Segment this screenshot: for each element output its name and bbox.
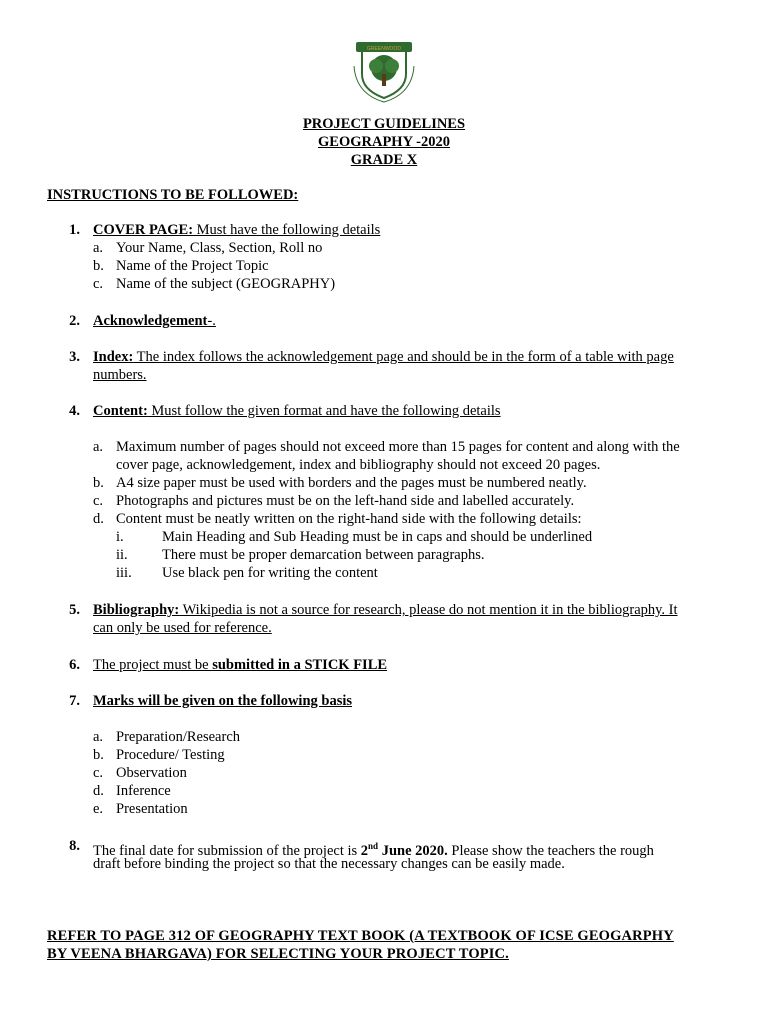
grade-title: GRADE X bbox=[350, 152, 418, 168]
list-item: Preparation/Research bbox=[116, 729, 241, 745]
list-item: Content must be neatly written on the right-hand side with the following details: bbox=[116, 511, 582, 527]
final-date-text: The final date for submission of the project is bbox=[93, 842, 361, 859]
acknowledgement-text: -. bbox=[207, 313, 216, 329]
item-number: 2. bbox=[69, 313, 80, 329]
final-date-text2: Please show the teachers the rough bbox=[447, 842, 654, 859]
index-text-line2: numbers. bbox=[93, 367, 147, 383]
item-number: 3. bbox=[69, 349, 80, 365]
list-item: Presentation bbox=[116, 801, 188, 817]
svg-text:GREENWOOD: GREENWOOD bbox=[367, 46, 401, 52]
item-number: 1. bbox=[69, 222, 80, 238]
list-marker: a. bbox=[93, 240, 104, 256]
list-marker: d. bbox=[93, 511, 104, 527]
item-number: 6. bbox=[69, 657, 80, 673]
content-item bbox=[93, 402, 501, 420]
bibliography-label: Bibliography: bbox=[93, 602, 180, 618]
stick-file-text: The project must be bbox=[93, 657, 213, 673]
school-logo bbox=[348, 36, 420, 104]
list-item: Observation bbox=[116, 765, 187, 781]
list-item: A4 size paper must be used with borders and the pages must be numbered neatly. bbox=[116, 475, 587, 491]
list-marker: d. bbox=[93, 783, 104, 799]
acknowledgement-item bbox=[93, 312, 216, 330]
roman-marker: i. bbox=[116, 529, 124, 545]
list-marker: b. bbox=[93, 747, 104, 763]
bibliography-text-line2: can only be used for reference. bbox=[93, 620, 272, 636]
roman-item: There must be proper demarcation between paragraphs. bbox=[162, 547, 485, 563]
list-item: Name of the subject (GEOGRAPHY) bbox=[116, 276, 336, 292]
roman-item: Main Heading and Sub Heading must be in caps and should be underlined bbox=[162, 529, 593, 545]
list-marker: b. bbox=[93, 258, 104, 274]
list-marker: a. bbox=[93, 729, 104, 745]
bibliography-item bbox=[93, 601, 678, 619]
acknowledgement-label: Acknowledgement bbox=[93, 313, 208, 329]
subject-title: GEOGRAPHY -2020 bbox=[318, 134, 450, 150]
list-marker: c. bbox=[93, 493, 104, 509]
index-item bbox=[93, 348, 674, 366]
content-text: Must follow the given format and have the following details bbox=[147, 403, 501, 419]
item-number: 5. bbox=[69, 602, 80, 618]
final-date-num: 2 bbox=[360, 842, 369, 859]
bibliography-text: Wikipedia is not a source for research, please do not mention it in the bibliography. It bbox=[179, 602, 678, 618]
stick-file-item bbox=[93, 656, 387, 674]
final-date-rest: June 2020. bbox=[378, 842, 448, 859]
tree-crest-icon bbox=[348, 36, 420, 104]
list-item: Name of the Project Topic bbox=[116, 258, 269, 274]
list-item: Photographs and pictures must be on the left-hand side and labelled accurately. bbox=[116, 493, 575, 509]
list-item: Your Name, Class, Section, Roll no bbox=[116, 240, 323, 256]
cover-page-label: COVER PAGE: bbox=[93, 222, 194, 238]
final-date-line2: draft before binding the project so that the necessary changes can be easily made. bbox=[93, 856, 565, 872]
page-title: PROJECT GUIDELINES bbox=[302, 116, 466, 132]
list-item: Procedure/ Testing bbox=[116, 747, 225, 763]
marks-heading: Marks will be given on the following basis bbox=[93, 693, 353, 709]
item-number: 8. bbox=[69, 838, 80, 854]
list-marker: e. bbox=[93, 801, 104, 817]
list-item: Maximum number of pages should not exceed more than 15 pages for content and along with the bbox=[116, 439, 680, 455]
roman-marker: ii. bbox=[116, 547, 128, 563]
roman-marker: iii. bbox=[116, 565, 132, 581]
instructions-heading: INSTRUCTIONS TO BE FOLLOWED: bbox=[47, 187, 299, 203]
cover-page-item bbox=[93, 221, 380, 239]
list-marker: a. bbox=[93, 439, 104, 455]
footer-note-line2: BY VEENA BHARGAVA) FOR SELECTING YOUR PROJECT TOPIC. bbox=[47, 946, 509, 962]
index-text: The index follows the acknowledgement page and should be in the form of a table with page bbox=[133, 349, 674, 365]
stick-file-bold: submitted in a STICK FILE bbox=[212, 657, 388, 673]
list-marker: b. bbox=[93, 475, 104, 491]
footer-note-line1: REFER TO PAGE 312 OF GEOGRAPHY TEXT BOOK (A TEXTBOOK OF ICSE GEOGARPHY bbox=[47, 928, 674, 944]
cover-page-text: Must have the following details bbox=[193, 222, 381, 238]
roman-item: Use black pen for writing the content bbox=[162, 565, 378, 581]
list-item-line2: cover page, acknowledgement, index and bibliography should not exceed 20 pages. bbox=[116, 457, 601, 473]
final-date-sup: nd bbox=[368, 841, 379, 851]
list-marker: c. bbox=[93, 765, 104, 781]
index-label: Index: bbox=[93, 349, 134, 365]
item-number: 4. bbox=[69, 403, 80, 419]
list-item: Inference bbox=[116, 783, 171, 799]
content-label: Content: bbox=[93, 403, 148, 419]
item-number: 7. bbox=[69, 693, 80, 709]
list-marker: c. bbox=[93, 276, 104, 292]
